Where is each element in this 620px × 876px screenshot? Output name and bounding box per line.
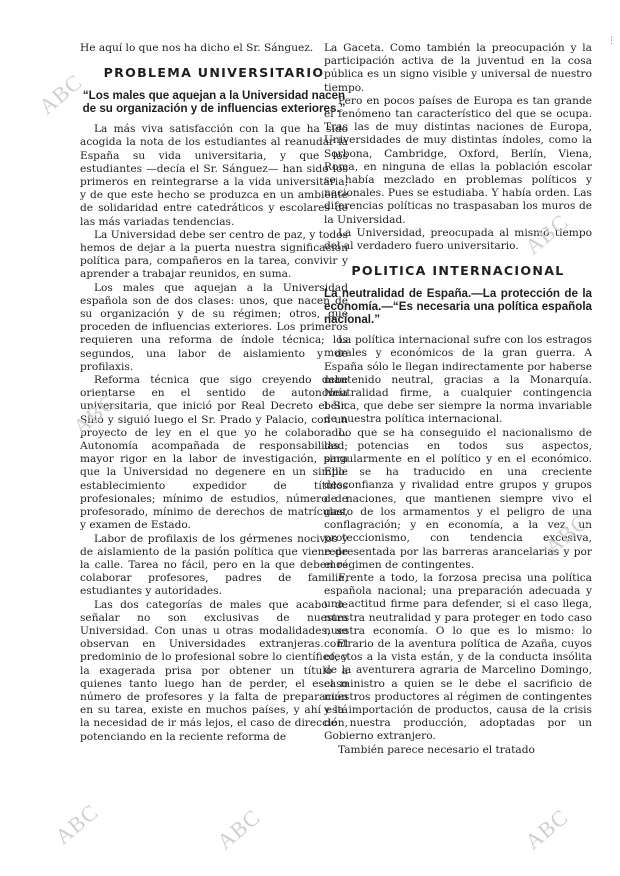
right-column: [324, 42, 592, 757]
paragraph: La política internacional sufre con los estragos morales y económicos de la gran guerra. A España sólo le llegan indirectamente por haberse mantenido neutral, gracias a la Monarquía. Neutralidad firme, a cualquier contingencia bélica, que debe ser siempre la norma invariable de nuestra política internacional.: [324, 334, 592, 426]
opening-line: He aquí lo que nos ha dicho el Sr. Sánguez.: [80, 42, 314, 54]
watermark-mid-right: ABC: [540, 508, 594, 560]
subhead-university: “Los males que aquejan a la Universidad nacen de su organización y de influencias exteriores.”: [82, 89, 346, 116]
paragraph: Pero en pocos países de Europa es tan grande el fenómeno tan característico del que se ocupa. Tras las de muy distintas naciones de Europa, Universidades de muy distintas índoles, como la Sorbona, Cambridge, Oxford, Berlín, Viena, Roma, en ninguna de ellas la población escolar se había mezclado en problemas políticos y nacionales. Pues se estudiaba. Y había orden. Las diferencias políticas no traspasaban los muros de la Universidad.: [324, 94, 592, 226]
watermark-bottom-right: ABC: [520, 803, 574, 855]
paragraph: La Gaceta. Como también la preocupación y la participación activa de la juventud en la cosa pública es un signo visible y universal de nuestro tiempo.: [324, 42, 592, 94]
watermark-top-left: ABC: [34, 68, 88, 120]
paragraph: Lo que se ha conseguido el nacionalismo de las potencias en todos sus aspectos, singularmente en el político y en el económico. Ello se ha traducido en una creciente desconfianza y rivalidad entre grupos y grupos de naciones, que mantienen siempre vivo el gasto de los armamentos y el peligro de una conflagración; y en economía, a la vez, un proteccionismo, con tendencia excesiva, representada por las barreras arancelarias y por el régimen de contingentes.: [324, 426, 592, 571]
section-title-international: POLITICA INTERNACIONAL: [351, 263, 565, 279]
paragraph: Frente a todo, la forzosa precisa una política española nacional; una preparación adecuada y una actitud firme para defender, si el caso llega, nuestra neutralidad y para proteger en todo caso nuestra economía. O lo que es lo mismo: lo contrario de la aventura política de Azaña, cuyos efectos a la vista están, y de la conducta insólita de la aventurera agraria de Marcelino Domingo, el ministro a quien se le debe el sacrificio de nuestros productores al régimen de contingentes y la importación de productos, causa de la crisis de nuestra producción, adoptadas por un Gobierno extranjero.: [324, 571, 592, 743]
subhead-international: La neutralidad de España.—La protección de la economía.—“Es necesaria una política española nacional.”: [324, 287, 592, 327]
paragraph: Las dos categorías de males que acabo de señalar no son exclusivas de nuestra Universidad. Con unas u otras modalidades, se observan en Universidades extranjeras. El predominio de lo profesional sobre lo científico, y la exagerada prisa por obtener un título a quienes tanto luego han de perder, el escaso número de profesores y la falta de preparación en su tarea, existe en muchos países, y ahí está la necesidad de ir más lejos, el caso de dirección, potenciando en la reciente reforma de: [80, 598, 348, 743]
paragraph: Los males que aquejan a la Universidad española son de dos clases: unos, que nacen de su organización y de su régimen; otros, que proceden de influencias exteriores. Los primeros requieren una reforma de índole técnica; los segundos, una labor de aislamiento y de profilaxis.: [80, 281, 348, 373]
paragraph: La más viva satisfacción con la que ha sido acogida la nota de los estudiantes al reanudar la España su vida universitaria, y que los estudiantes —decía el Sr. Sánguez— han sido los primeros en reintegrarse a la vida universitaria, y de que este hecho se produzca en un ambiente de solidaridad entre catedráticos y escolares de las más variadas tendencias.: [80, 123, 348, 228]
watermark-top-right: ABC: [520, 208, 574, 260]
paragraph: Labor de profilaxis de los gérmenes nocivos y de aislamiento de la pasión política que viene de la calle. Tarea no fácil, pero en la que debemos colaborar profesores, padres de familia, estudiantes y autoridades.: [80, 532, 348, 598]
watermark-bottom-left: ABC: [50, 798, 104, 850]
paragraph: La Universidad debe ser centro de paz, y todos hemos de dejar a la puerta nuestra significación política para, compañeros en la tarea, convivir y aprender a trabajar reunidos, en suma.: [80, 228, 348, 281]
edge-mark: ⋮: [607, 36, 616, 46]
paragraph: La Universidad, preocupada al mismo tiempo del al verdadero fuero universitario.: [324, 226, 592, 253]
left-column: [80, 42, 348, 744]
section-title-university: PROBLEMA UNIVERSITARIO: [103, 65, 325, 81]
watermark-mid-left: ABC: [68, 388, 122, 440]
watermark-bottom-center: ABC: [212, 803, 266, 855]
paragraph: También parece necesario el tratado: [338, 743, 535, 756]
paragraph: Reforma técnica que sigo creyendo debe orientarse en el sentido de autonomía universitaria, que inició por Real Decreto el Sr. Silió y siguió luego el Sr. Prado y Palacio, con un proyecto de ley en el que yo he colaborado. Autonomía acompañada de responsabilidad; mayor rigor en la labor de investigación, para que la Universidad no degenere en un simple establecimiento expedidor de títulos profesionales; mínimo de estudios, número de profesorado, mínimo de derechos de matrículas, y examen de Estado.: [80, 374, 348, 532]
